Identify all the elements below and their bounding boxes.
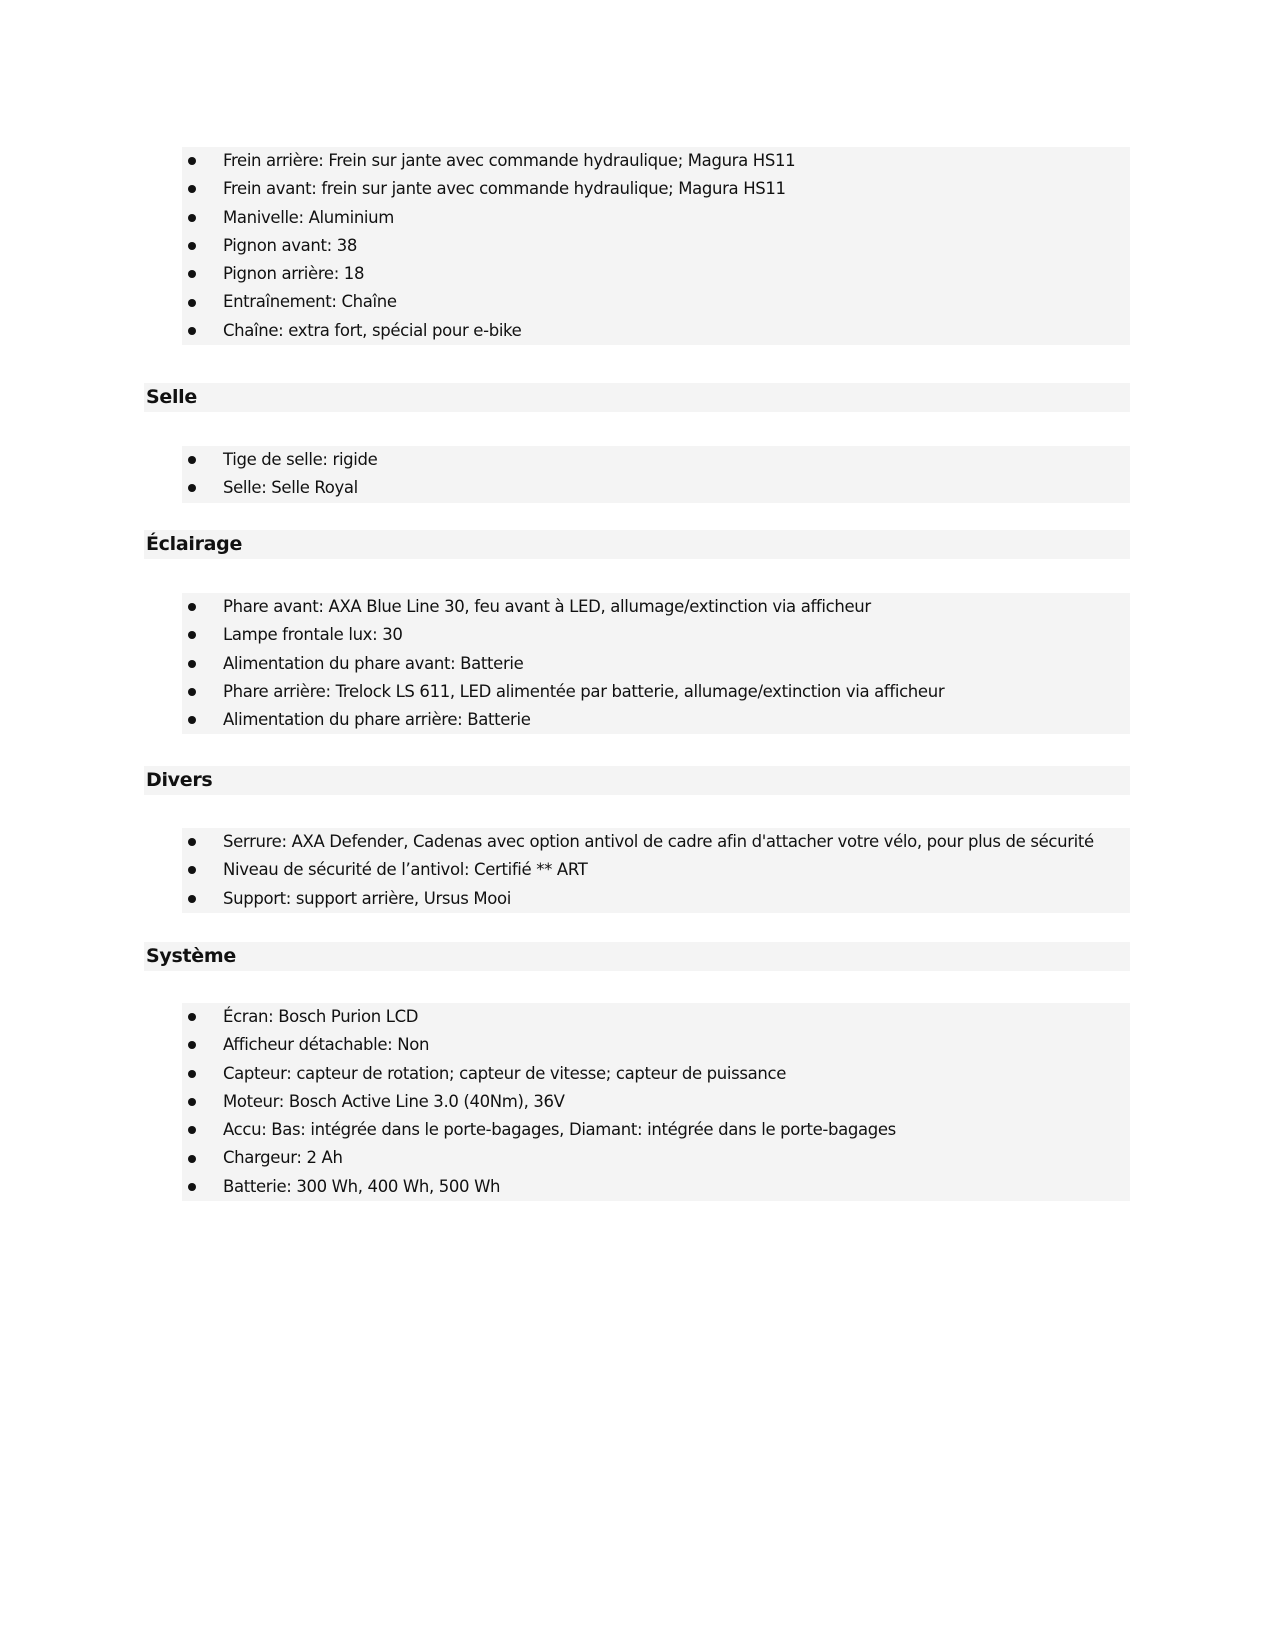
list-item-text: Phare arrière: Trelock LS 611, LED alimentée par batterie, allumage/extinction via afficheur (223, 681, 945, 701)
list-item (182, 678, 1130, 706)
list-item (182, 288, 1130, 316)
section-heading-systeme: Système (144, 942, 1130, 971)
list-item-text: Moteur: Bosch Active Line 3.0 (40Nm), 36V (223, 1091, 565, 1111)
list-item-text: Afficheur détachable: Non (223, 1035, 430, 1055)
bullet-icon (188, 688, 196, 696)
spec-list-divers (182, 828, 1130, 913)
bullet-icon (188, 838, 196, 846)
list-item-text: Serrure: AXA Defender, Cadenas avec option antivol de cadre afin d'attacher votre vélo, pour plus de sécurité (223, 832, 1094, 851)
list-item-text: Niveau de sécurité de l’antivol: Certifié ** ART (223, 860, 588, 880)
list-item (182, 1144, 1130, 1172)
list-item (182, 232, 1130, 260)
spec-list-systeme (182, 1003, 1130, 1201)
spec-list-selle (182, 446, 1130, 503)
list-item-text: Lampe frontale lux: 30 (223, 625, 403, 645)
list-item-text: Accu: Bas: intégrée dans le porte-bagages, Diamant: intégrée dans le porte-bagages (223, 1120, 896, 1140)
bullet-icon (188, 1155, 196, 1163)
list-item (182, 1031, 1130, 1059)
section-heading-eclairage: Éclairage (144, 530, 1130, 559)
list-item (182, 621, 1130, 649)
list-item (182, 260, 1130, 288)
list-item (182, 317, 1130, 345)
bullet-icon (188, 660, 196, 668)
list-item-text: Tige de selle: rigide (223, 450, 378, 469)
list-item-text: Alimentation du phare avant: Batterie (223, 653, 524, 673)
list-item-text: Pignon avant: 38 (223, 235, 358, 255)
bullet-icon (188, 716, 196, 724)
bullet-icon (188, 327, 196, 335)
list-item (182, 593, 1130, 621)
list-item-text: Manivelle: Aluminium (223, 207, 394, 227)
list-item-text: Frein arrière: Frein sur jante avec commande hydraulique; Magura HS11 (223, 151, 796, 170)
list-item (182, 885, 1130, 913)
list-item-text: Entraînement: Chaîne (223, 292, 397, 312)
bullet-icon (188, 1183, 196, 1191)
section-heading-divers: Divers (144, 766, 1130, 795)
spec-list-eclairage (182, 593, 1130, 734)
list-item (182, 175, 1130, 203)
bullet-icon (188, 1070, 196, 1078)
bullet-icon (188, 299, 196, 307)
bullet-icon (188, 270, 196, 278)
list-item (182, 1003, 1130, 1031)
bullet-icon (188, 1126, 196, 1134)
list-item-text: Support: support arrière, Ursus Mooi (223, 888, 511, 908)
list-item (182, 706, 1130, 734)
list-item (182, 1173, 1130, 1201)
list-item (182, 650, 1130, 678)
bullet-icon (188, 214, 196, 222)
list-item (182, 1060, 1130, 1088)
list-item-text: Chaîne: extra fort, spécial pour e-bike (223, 320, 522, 340)
list-item (182, 856, 1130, 884)
list-item (182, 446, 1130, 474)
list-item-text: Écran: Bosch Purion LCD (223, 1007, 419, 1026)
bullet-icon (188, 631, 196, 639)
section-heading-selle: Selle (144, 383, 1130, 412)
bullet-icon (188, 603, 196, 611)
list-item-text: Batterie: 300 Wh, 400 Wh, 500 Wh (223, 1176, 501, 1196)
bullet-icon (188, 866, 196, 874)
list-item-text: Alimentation du phare arrière: Batterie (223, 710, 531, 730)
bullet-icon (188, 1098, 196, 1106)
list-item (182, 474, 1130, 502)
list-item-text: Chargeur: 2 Ah (223, 1148, 343, 1168)
list-item (182, 1088, 1130, 1116)
bullet-icon (188, 1041, 196, 1049)
bullet-icon (188, 1013, 196, 1021)
bullet-icon (188, 456, 196, 464)
list-item (182, 204, 1130, 232)
list-item-text: Capteur: capteur de rotation; capteur de vitesse; capteur de puissance (223, 1063, 787, 1083)
list-item-text: Pignon arrière: 18 (223, 264, 365, 284)
bullet-icon (188, 157, 196, 165)
bullet-icon (188, 895, 196, 903)
list-item (182, 147, 1130, 175)
list-item-text: Selle: Selle Royal (223, 478, 358, 498)
bullet-icon (188, 185, 196, 193)
list-item (182, 1116, 1130, 1144)
list-item-text: Frein avant: frein sur jante avec commande hydraulique; Magura HS11 (223, 179, 786, 199)
list-item (182, 828, 1130, 856)
bullet-icon (188, 484, 196, 492)
spec-list-freinage (182, 147, 1130, 345)
bullet-icon (188, 242, 196, 250)
list-item-text: Phare avant: AXA Blue Line 30, feu avant à LED, allumage/extinction via afficheur (223, 597, 871, 616)
